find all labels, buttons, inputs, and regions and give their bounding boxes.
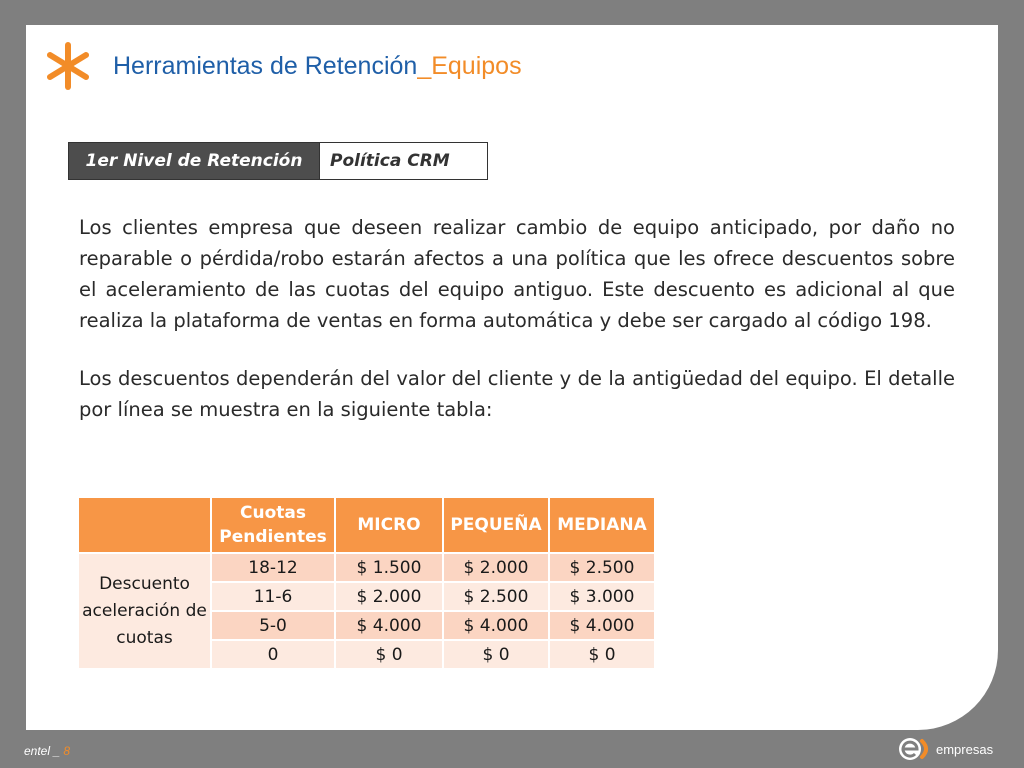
discount-table (77, 496, 656, 670)
cell-pequena: $ 2.500 (443, 582, 549, 611)
paragraph-2: Los descuentos dependerán del valor del cliente y de la antigüedad del equipo. El detalle por línea se muestra en la siguiente tabla: (79, 367, 955, 421)
cell-pequena: $ 0 (443, 640, 549, 669)
row-label: Descuento aceleración de cuotas (78, 553, 211, 669)
title-main: Herramientas de Retención (113, 52, 418, 80)
entel-logo-icon (898, 736, 932, 762)
cell-micro: $ 2.000 (335, 582, 443, 611)
page-title (113, 52, 522, 81)
header-micro: MICRO (335, 497, 443, 553)
cell-cuotas: 18-12 (211, 553, 335, 582)
title-accent: _Equipos (417, 52, 522, 80)
cell-cuotas: 0 (211, 640, 335, 669)
cell-cuotas: 11-6 (211, 582, 335, 611)
table-row (78, 553, 655, 582)
cell-mediana: $ 4.000 (549, 611, 655, 640)
policy-label: Política CRM (320, 143, 487, 179)
cell-micro: $ 0 (335, 640, 443, 669)
retention-level-box (68, 142, 488, 180)
body-text (79, 212, 955, 452)
footer-brand (24, 744, 70, 758)
cell-cuotas: 5-0 (211, 611, 335, 640)
header-empty (78, 497, 211, 553)
entel-empresas-logo (898, 736, 993, 762)
cell-mediana: $ 0 (549, 640, 655, 669)
table-header-row (78, 497, 655, 553)
header-mediana: MEDIANA (549, 497, 655, 553)
paragraph-1: Los clientes empresa que deseen realizar cambio de equipo anticipado, por daño no reparable o pérdida/robo estarán afectos a una política que les ofrece descuentos sobre el aceleramiento de las cuotas del equipo antiguo. Este descuento es adicional al que realiza la plataforma de ventas en forma automática y debe ser cargado al código 198. (79, 216, 955, 332)
asterisk-icon (46, 41, 90, 91)
cell-micro: $ 4.000 (335, 611, 443, 640)
level-label: 1er Nivel de Retención (69, 143, 320, 179)
header-cuotas: Cuotas Pendientes (211, 497, 335, 553)
cell-mediana: $ 3.000 (549, 582, 655, 611)
cell-pequena: $ 4.000 (443, 611, 549, 640)
header-pequena: PEQUEÑA (443, 497, 549, 553)
cell-micro: $ 1.500 (335, 553, 443, 582)
cell-mediana: $ 2.500 (549, 553, 655, 582)
page-number: 8 (63, 744, 71, 758)
footer-brand-prefix: entel _ (24, 744, 64, 758)
cell-pequena: $ 2.000 (443, 553, 549, 582)
logo-text: empresas (936, 741, 994, 757)
